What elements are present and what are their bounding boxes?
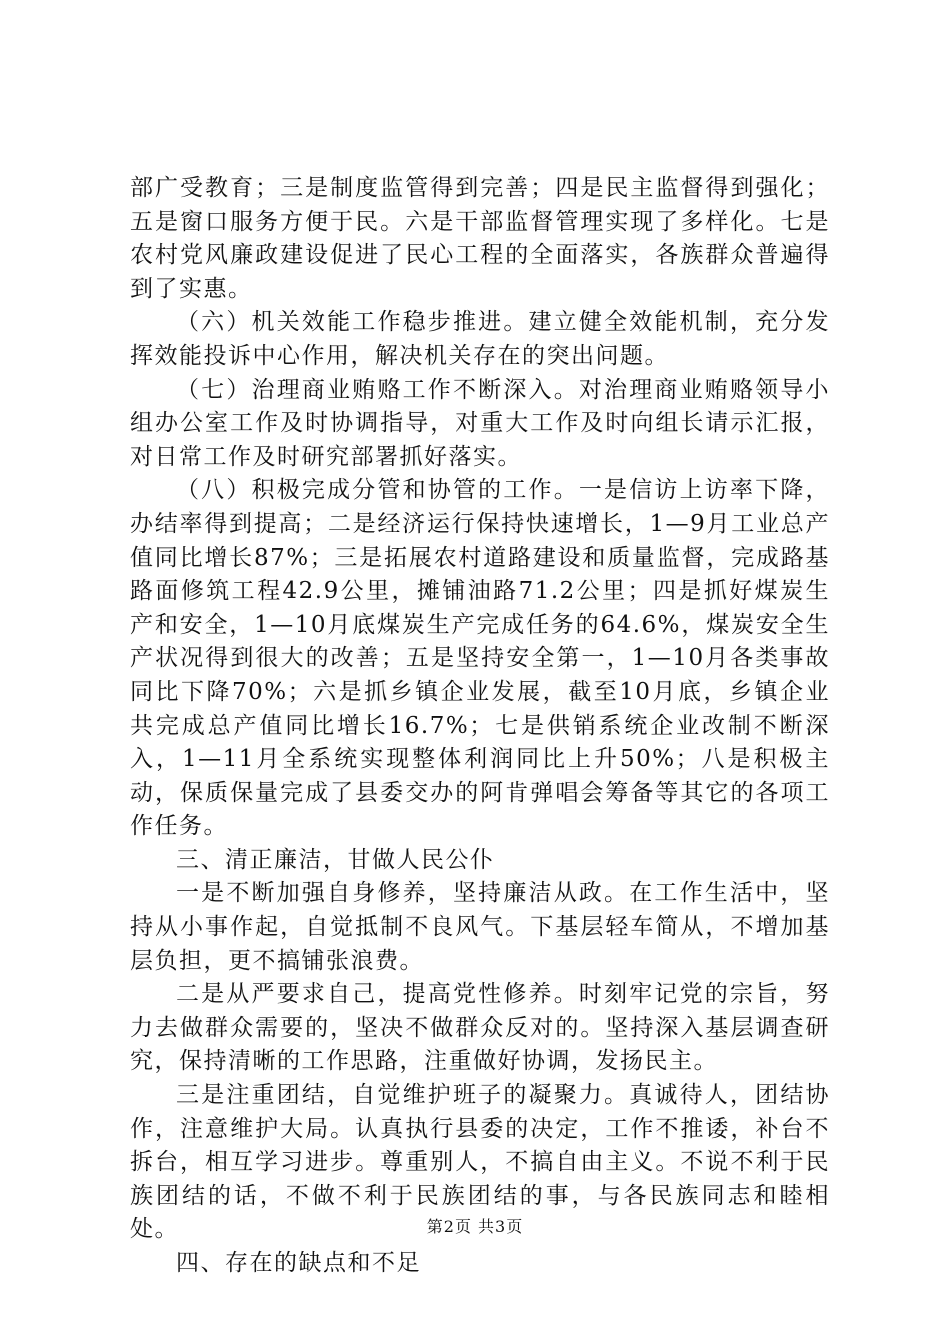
paragraph-point-2: 二是从严要求自己，提高党性修养。时刻牢记党的宗旨，努力去做群众需要的，坚决不做群众反对的。坚持深入基层调查研究，保持清晰的工作思路，注重做好协调，发扬民主。 bbox=[130, 981, 830, 1075]
paragraph-item-8: （八）积极完成分管和协管的工作。一是信访上访率下降，办结率得到提高；二是经济运行保持快速增长，1—9月工业总产值同比增长87%；三是拓展农村道路建设和质量监督，完成路基路面修筑工程42.9公里，摊铺油路71.2公里；四是抓好煤炭生产和安全，1—10月底煤炭生产完成任务的64.6%，煤炭安全生产状况得到很大的改善；五是坚持安全第一，1—10月各类事故同比下降70%；六是抓乡镇企业发展，截至10月底，乡镇企业共完成总产值同比增长16.7%；七是供销系统企业改制不断深入，1—11月全系统实现整体利润同比上升50%；八是积极主动，保质保量完成了县委交办的阿肯弹唱会筹备等其它的各项工作任务。 bbox=[130, 477, 830, 840]
paragraph-item-6: （六）机关效能工作稳步推进。建立健全效能机制，充分发挥效能投诉中心作用，解决机关存在的突出问题。 bbox=[130, 309, 830, 369]
paragraph-point-1: 一是不断加强自身修养，坚持廉洁从政。在工作生活中，坚持从小事作起，自觉抵制不良风气。下基层轻车简从，不增加基层负担，更不搞铺张浪费。 bbox=[130, 880, 830, 974]
section-heading-3: 三、清正廉洁，甘做人民公仆 bbox=[176, 846, 495, 873]
document-body bbox=[130, 172, 830, 1281]
page-number: 第2页 共3页 bbox=[426, 1217, 524, 1236]
paragraph-point-3: 三是注重团结，自觉维护班子的凝聚力。真诚待人，团结协作，注意维护大局。认真执行县委的决定，工作不推诿，补台不拆台，相互学习进步。尊重别人，不搞自由主义。不说不利于民族团结的话，不做不利于民族团结的事，与各民族同志和睦相处。 bbox=[130, 1082, 830, 1243]
paragraph-continuation: 部广受教育；三是制度监管得到完善；四是民主监督得到强化；五是窗口服务方便于民。六是干部监督管理实现了多样化。七是农村党风廉政建设促进了民心工程的全面落实，各族群众普遍得到了实惠。 bbox=[130, 175, 830, 302]
section-heading-4: 四、存在的缺点和不足 bbox=[176, 1250, 421, 1276]
paragraph-item-7: （七）治理商业贿赂工作不断深入。对治理商业贿赂领导小组办公室工作及时协调指导，对重大工作及时向组长请示汇报，对日常工作及时研究部署抓好落实。 bbox=[130, 376, 830, 470]
page-footer bbox=[0, 1214, 950, 1237]
